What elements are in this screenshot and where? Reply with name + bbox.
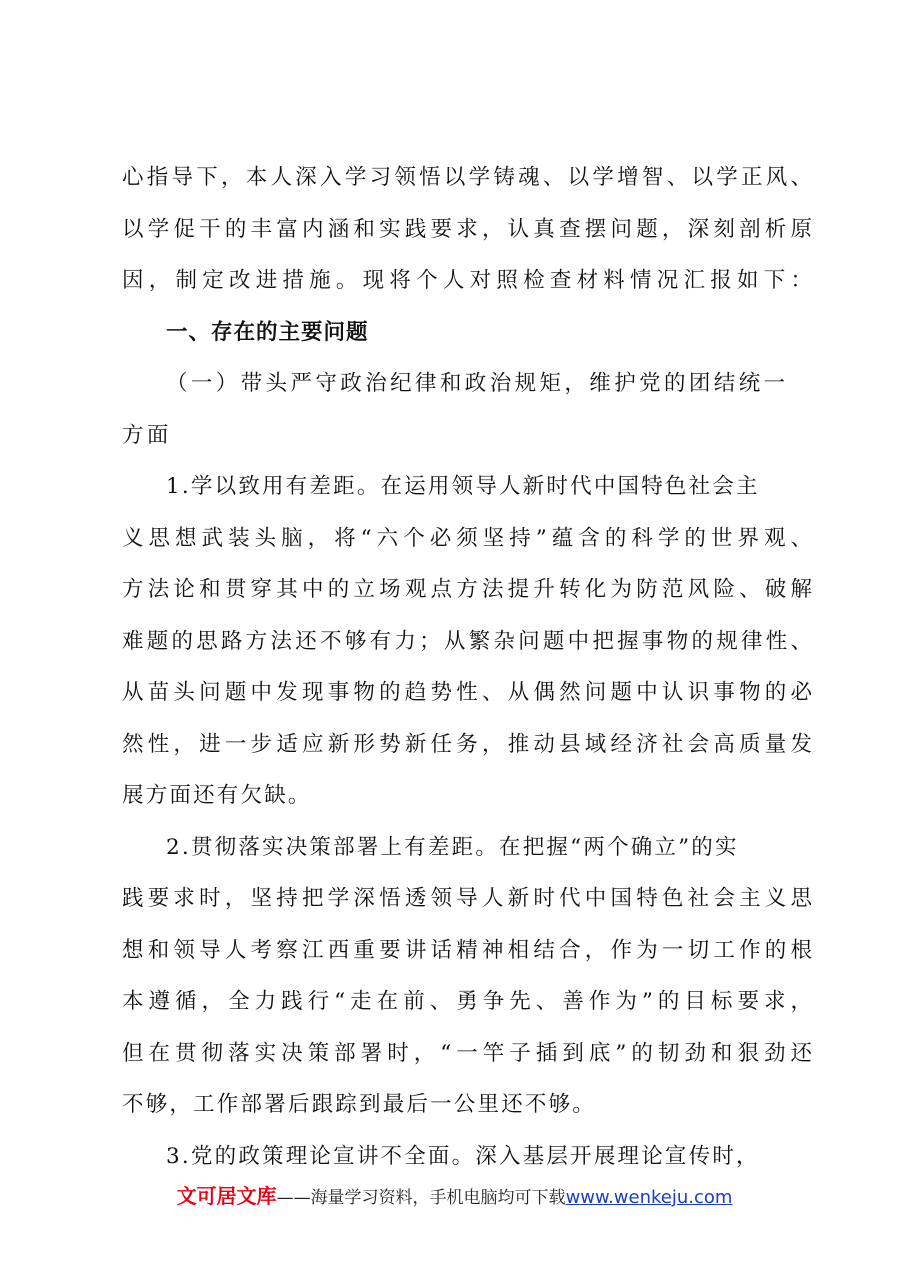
- text-line: 因，制定改进措施。现将个人对照检查材料情况汇报如下：: [122, 268, 812, 293]
- document-body: [122, 152, 812, 1182]
- text-line: 义思想武装头脑，将“六个必须坚持”蕴含的科学的世界观、: [122, 525, 812, 551]
- text-line: 从苗头问题中发现事物的趋势性、从偶然问题中认识事物的必: [122, 680, 812, 705]
- text-line: 方法论和贯穿其中的立场观点方法提升转化为防范风险、破解: [122, 577, 812, 602]
- footer-site-link[interactable]: www.wenkeju.com: [565, 1187, 733, 1208]
- subsection-heading: （一）带头严守政治纪律和政治规矩，维护党的团结统一: [166, 371, 789, 396]
- text-line: 1.学以致用有差距。在运用领导人新时代中国特色社会主: [166, 474, 760, 499]
- text-line: 3.党的政策理论宣讲不全面。深入基层开展理论宣传时，: [166, 1143, 760, 1169]
- footer-slogan: ——海量学习资料，手机电脑均可下载: [276, 1188, 566, 1208]
- section-heading: 一、存在的主要问题: [166, 319, 369, 345]
- text-line: 2.贯彻落实决策部署上有差距。在把握“两个确立”的实: [166, 834, 739, 860]
- subsection-heading: 方面: [122, 422, 172, 448]
- text-line: 难题的思路方法还不够有力；从繁杂问题中把握事物的规律性、: [122, 628, 812, 654]
- text-line: 践要求时，坚持把学深悟透领导人新时代中国特色社会主义思: [122, 886, 812, 911]
- text-line: 不够，工作部署后跟踪到最后一公里还不够。: [122, 1092, 597, 1117]
- text-line: 以学促干的丰富内涵和实践要求，认真查摆问题，深刻剖析原: [122, 216, 812, 242]
- text-line: 本遵循，全力践行“走在前、勇争先、善作为”的目标要求，: [122, 989, 812, 1014]
- text-line: 然性，进一步适应新形势新任务，推动县域经济社会高质量发: [122, 731, 812, 757]
- footer-banner: [0, 1180, 909, 1209]
- text-line: 展方面还有欠缺。: [122, 783, 312, 808]
- text-line: 想和领导人考察江西重要讲话精神相结合，作为一切工作的根: [122, 937, 812, 963]
- footer-brand: 文可居文库: [176, 1184, 277, 1208]
- text-line: 但在贯彻落实决策部署时，“一竿子插到底”的韧劲和狠劲还: [122, 1040, 812, 1066]
- text-line: 心指导下，本人深入学习领悟以学铸魂、以学增智、以学正风、: [122, 165, 812, 190]
